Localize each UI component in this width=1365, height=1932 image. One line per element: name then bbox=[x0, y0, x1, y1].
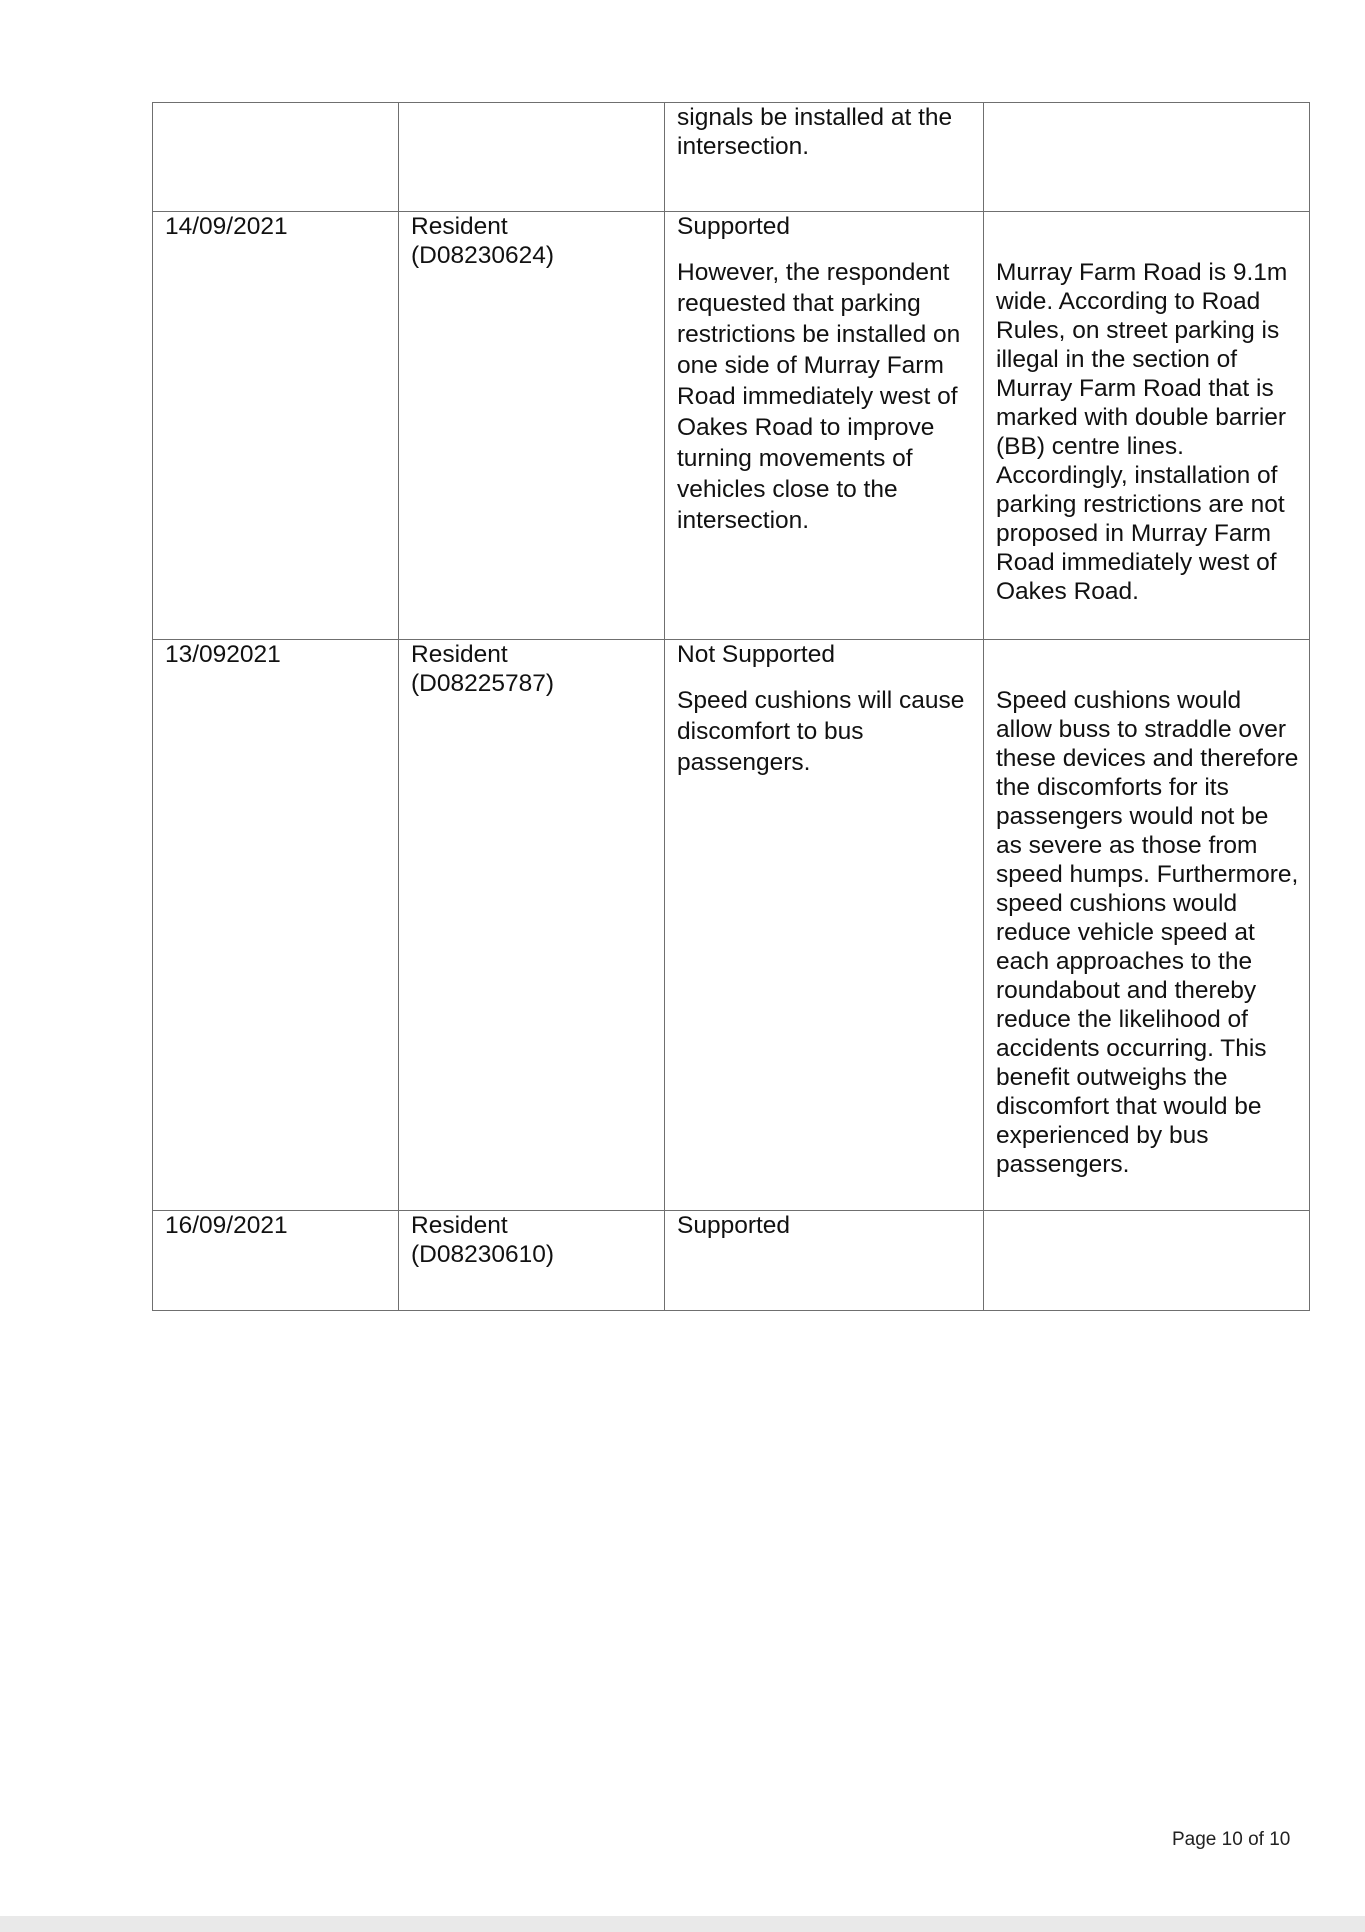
submitter-cell bbox=[399, 103, 665, 212]
submitter-type: Resident bbox=[411, 1212, 508, 1239]
page-number: Page 10 of 10 bbox=[1172, 1829, 1291, 1850]
submitter-cell bbox=[399, 1211, 665, 1311]
submitter-reference: (D08230610) bbox=[411, 1241, 555, 1268]
page-bottom-edge bbox=[0, 1916, 1365, 1932]
date-text: 14/09/2021 bbox=[165, 213, 288, 240]
response-text: Murray Farm Road is 9.1m wide. According to Road Rules, on street parking is illegal in the section of Murray Farm Road that is marked with double barrier (BB) centre lines. Accordingly, installation of parking restrictions are not proposed in Murray Farm Road immediately west of Oakes Road. bbox=[996, 259, 1288, 605]
response-cell bbox=[984, 1211, 1310, 1311]
date-text: 16/09/2021 bbox=[165, 1212, 288, 1239]
submitter-cell bbox=[399, 212, 665, 640]
table-row bbox=[153, 1211, 1310, 1311]
comment-text: signals be installed at the intersection. bbox=[677, 104, 953, 160]
date-text: 13/092021 bbox=[165, 641, 281, 668]
response-cell bbox=[984, 103, 1310, 212]
response-cell bbox=[984, 212, 1310, 640]
comment-text: Speed cushions will cause discomfort to bus passengers. bbox=[677, 687, 965, 776]
date-cell bbox=[153, 640, 399, 1211]
submitter-type: Resident bbox=[411, 213, 508, 240]
comment-cell bbox=[665, 212, 984, 640]
submission-status: Not Supported bbox=[677, 641, 835, 668]
comment-cell bbox=[665, 1211, 984, 1311]
submitter-reference: (D08230624) bbox=[411, 242, 555, 269]
submission-status: Supported bbox=[677, 213, 791, 240]
comment-cell bbox=[665, 640, 984, 1211]
submitter-type: Resident bbox=[411, 641, 508, 668]
submitter-reference: (D08225787) bbox=[411, 670, 555, 697]
table-row bbox=[153, 640, 1310, 1211]
response-text: Speed cushions would allow buss to straddle over these devices and therefore the discomforts for its passengers would not be as severe as those from speed humps. Furthermore, speed cushions would reduce vehicle speed at each approaches to the roundabout and thereby reduce the likelihood of accidents occurring. This benefit outweighs the discomfort that would be experienced by bus passengers. bbox=[996, 687, 1299, 1178]
date-cell bbox=[153, 212, 399, 640]
comment-cell bbox=[665, 103, 984, 212]
response-cell bbox=[984, 640, 1310, 1211]
comment-text: However, the respondent requested that parking restrictions be installed on one side of Murray Farm Road immediately west of Oakes Road to improve turning movements of vehicles close to the intersection. bbox=[677, 259, 961, 534]
date-cell bbox=[153, 1211, 399, 1311]
table-row bbox=[153, 103, 1310, 212]
submission-status: Supported bbox=[677, 1212, 791, 1239]
submissions-table bbox=[152, 102, 1310, 1311]
date-cell bbox=[153, 103, 399, 212]
table-row bbox=[153, 212, 1310, 640]
submitter-cell bbox=[399, 640, 665, 1211]
